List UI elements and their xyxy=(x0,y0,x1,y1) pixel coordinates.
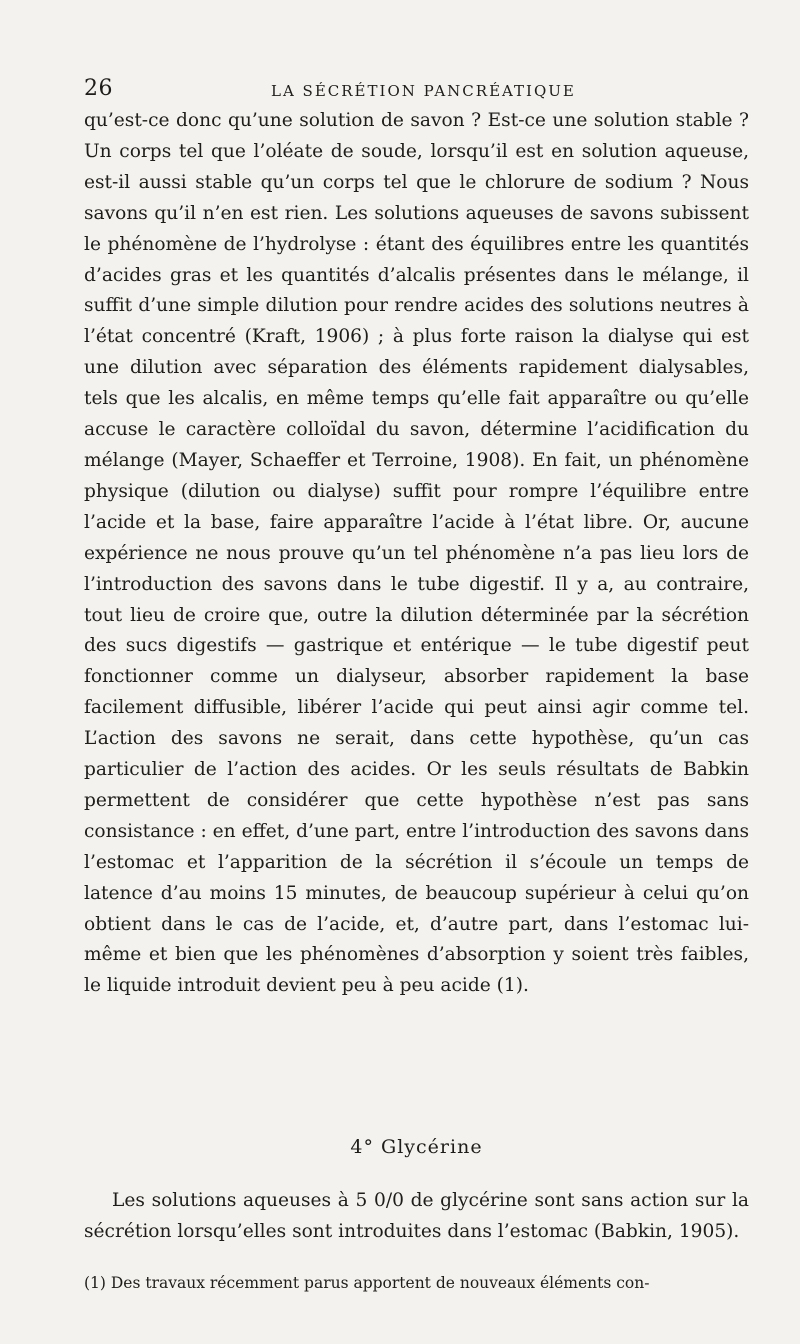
glycerine-text xyxy=(84,1185,749,1247)
body-text xyxy=(84,106,749,1002)
page-header xyxy=(84,78,744,108)
paragraph-glycerine: Les solutions aqueuses à 5 0/0 de glycérine sont sans action sur la sécrétion lorsqu’elles sont introduites dans l’estomac (Babkin, 1905). xyxy=(84,1190,749,1242)
footnote xyxy=(84,1272,749,1294)
footnote-text: (1) Des travaux récemment parus apportent de nouveaux éléments con- xyxy=(84,1274,650,1292)
section-heading-text: 4° Glycérine xyxy=(350,1136,483,1158)
running-head: LA SÉCRÉTION PANCRÉATIQUE xyxy=(271,82,576,100)
section-heading xyxy=(84,1136,749,1158)
page-number: 26 xyxy=(84,76,113,101)
paragraph-savons: qu’est-ce donc qu’une solution de savon ? Est-ce une solution stable ? Un corps tel que l’oléate de soude, lorsqu’il est en solution aqueuse, est-il aussi stable qu’un corps tel que le chlorure de sodium ? Nous savons qu’il n’en est rien. Les solutions aqueuses de savons subissent le phénomène de l’hydrolyse : étant des équilibres entre les quantités d’acides gras et les quantités d’alcalis présentes dans le mélange, il suffit d’une simple dilution pour rendre acides des solutions neutres à l’état concentré (Kraft, 1906) ; à plus forte raison la dialyse qui est une dilution avec séparation des éléments rapidement dialysables, tels que les alcalis, en même temps qu’elle fait apparaître ou qu’elle accuse le caractère colloïdal du savon, détermine l’acidification du mélange (Mayer, Schaeffer et Terroine, 1908). En fait, un phénomène physique (dilution ou dialyse) suffit pour rompre l’équilibre entre l’acide et la base, faire apparaître l’acide à l’état libre. Or, aucune expérience ne nous prouve qu’un tel phénomène n’a pas lieu lors de l’introduction des savons dans le tube digestif. Il y a, au contraire, tout lieu de croire que, outre la dilution déterminée par la sécrétion des sucs digestifs — gastrique et entérique — le tube digestif peut fonctionner comme un dialyseur, absorber rapidement la base facilement diffusible, libérer l’acide qui peut ainsi agir comme tel. L’action des savons ne serait, dans cette hypothèse, qu’un cas particulier de l’action des acides. Or les seuls résultats de Babkin permettent de considérer que cette hypothèse n’est pas sans consistance : en effet, d’une part, entre l’introduction des savons dans l’estomac et l’apparition de la sécrétion il s’écoule un temps de latence d’au moins 15 minutes, de beaucoup supérieur à celui qu’on obtient dans le cas de l’acide, et, d’autre part, dans l’estomac lui-même et bien que les phénomènes d’absorption y soient très faibles, le liquide introduit devient peu à peu acide (1). xyxy=(84,110,749,997)
